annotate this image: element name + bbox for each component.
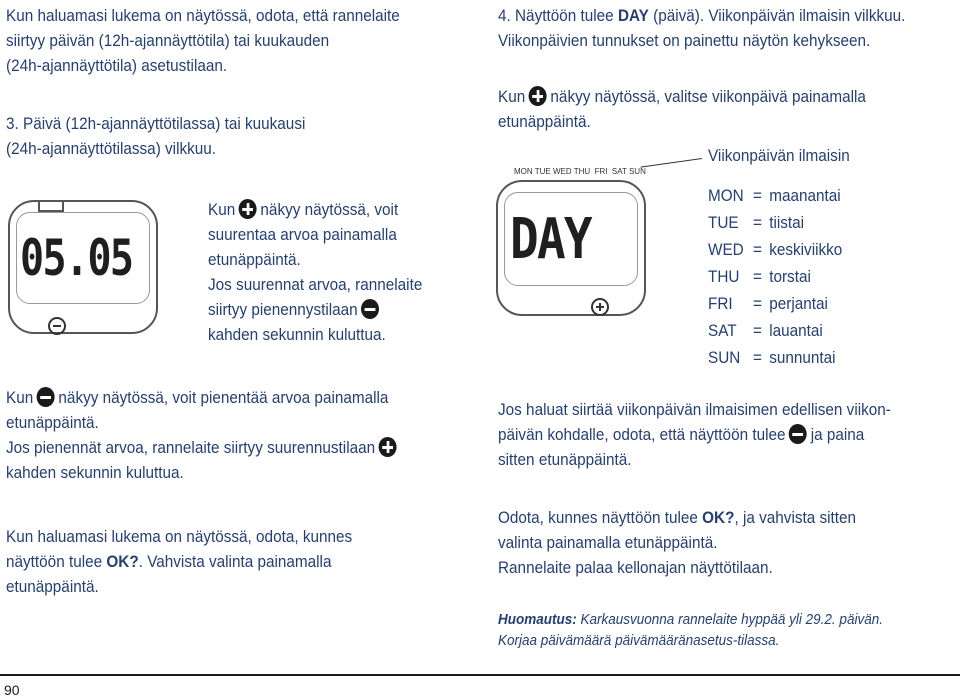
day-abbrev: TUE: [708, 213, 739, 232]
kun-text: Kun: [498, 87, 526, 106]
minus-icon: [789, 424, 807, 444]
kun-text: näkyy näytössä, valitse viikonpäivä painamalla: [550, 87, 866, 106]
intro-line: siirtyy päivän (12h-ajannäyttötila) tai kuukauden: [6, 31, 330, 50]
day-row: [708, 236, 842, 263]
watch-display-day: [496, 180, 646, 316]
day-eq: =: [753, 240, 762, 259]
watch-digits: 05.05: [20, 229, 133, 287]
plus-icon: [529, 86, 547, 106]
day-eq: =: [753, 321, 762, 340]
day-eq: =: [753, 294, 762, 313]
note: [498, 609, 883, 651]
ok-instructions-left: [6, 524, 352, 599]
day-name: tiistai: [769, 213, 805, 232]
step-4: [498, 3, 905, 53]
edel-text: ja paina: [810, 425, 865, 444]
ok-text: . Vahvista valinta painamalla: [138, 552, 332, 571]
note-label: Huomautus:: [498, 611, 577, 628]
ok-text: näyttöön tulee: [6, 552, 103, 571]
day-row: [708, 290, 842, 317]
minus-text: näkyy näytössä, voit pienentää arvoa painamalla: [58, 388, 389, 407]
day-name: lauantai: [769, 321, 823, 340]
ok-instructions-right: [498, 505, 856, 580]
intro-line: Kun haluamasi lukema on näytössä, odota, että rannelaite: [6, 6, 400, 25]
note-line: Korjaa päivämäärä päivämääränasetus-tilassa.: [498, 632, 780, 649]
day-name: torstai: [769, 267, 811, 286]
watch-day-labels: MON TUE WED THU FRI SAT SUN: [514, 167, 646, 176]
day-name: perjantai: [769, 294, 828, 313]
plus-select-instructions: [498, 84, 866, 134]
day-abbrev: THU: [708, 267, 740, 286]
kun-line: etunäppäintä.: [498, 112, 591, 131]
ok-line: Rannelaite palaa kellonajan näyttötilaan.: [498, 558, 773, 577]
step-4-line: Viikonpäivien tunnukset on painettu näytön kehykseen.: [498, 31, 871, 50]
plus-text: näkyy näytössä, voit: [260, 200, 399, 219]
intro-text: [6, 3, 400, 78]
plus-line: suurentaa arvoa painamalla: [208, 225, 397, 244]
step-4-bold: DAY: [617, 6, 649, 25]
ok-text: Odota, kunnes näyttöön tulee: [498, 508, 698, 527]
indicator-leader-line: [641, 158, 703, 168]
plus-icon: [379, 437, 397, 457]
day-row: [708, 182, 842, 209]
day-eq: =: [753, 348, 762, 367]
intro-line: (24h-ajannäyttötila) asetustilaan.: [6, 56, 228, 75]
plus-text: Kun: [208, 200, 236, 219]
kahden-text: kahden sekunnin kuluttua.: [208, 325, 386, 344]
day-abbrev: SUN: [708, 348, 741, 367]
previous-day-instructions: [498, 397, 891, 472]
day-abbrev: WED: [708, 240, 744, 259]
day-name: sunnuntai: [769, 348, 836, 367]
day-row: [708, 263, 842, 290]
day-row: [708, 209, 842, 236]
plus-icon: [239, 199, 257, 219]
day-eq: =: [753, 267, 762, 286]
edel-line: sitten etunäppäintä.: [498, 450, 632, 469]
day-abbreviation-list: [708, 182, 842, 371]
minus-instructions: [6, 385, 400, 485]
indicator-label: Viikonpäivän ilmaisin: [708, 146, 850, 165]
step-4-text: (päivä). Viikonpäivän ilmaisin vilkkuu.: [653, 6, 906, 25]
ok-bold: OK?: [702, 508, 735, 527]
plus-line: etunäppäintä.: [208, 250, 301, 269]
day-abbrev: SAT: [708, 321, 737, 340]
pien-text: siirtyy pienennystilaan: [208, 300, 358, 319]
watch-top-notch: [38, 200, 64, 212]
minus-icon: [37, 387, 55, 407]
step-3: [6, 111, 305, 161]
day-eq: =: [753, 213, 762, 232]
day-row: [708, 317, 842, 344]
step-3-line: 3. Päivä (12h-ajannäyttötilassa) tai kuukausi: [6, 114, 306, 133]
plus-icon: [591, 298, 609, 316]
minus-line: etunäppäintä.: [6, 413, 99, 432]
ok-bold: OK?: [106, 552, 139, 571]
minus-icon: [361, 299, 379, 319]
day-eq: =: [753, 186, 762, 205]
step-3-line: (24h-ajannäyttötilassa) vilkkuu.: [6, 139, 217, 158]
day-name: keskiviikko: [769, 240, 843, 259]
minus-text: Kun: [6, 388, 34, 407]
step-4-text: 4. Näyttöön tulee: [498, 6, 614, 25]
day-abbrev: MON: [708, 186, 744, 205]
day-abbrev: FRI: [708, 294, 733, 313]
ok-line: Kun haluamasi lukema on näytössä, odota, kunnes: [6, 527, 353, 546]
note-text: Karkausvuonna rannelaite hyppää yli 29.2. päivän.: [580, 611, 883, 628]
plus-instructions: [208, 197, 422, 347]
plus-line: Jos suurennat arvoa, rannelaite: [208, 275, 423, 294]
watch-display-date: [8, 200, 158, 334]
minus-icon: [48, 317, 66, 335]
kahden-text: kahden sekunnin kuluttua.: [6, 463, 184, 482]
day-name: maanantai: [769, 186, 841, 205]
suur-text: Jos pienennät arvoa, rannelaite siirtyy suurennustilaan: [6, 438, 376, 457]
edel-text: päivän kohdalle, odota, että näyttöön tulee: [498, 425, 786, 444]
watch-day-text: DAY: [510, 207, 591, 272]
footer-rule: [0, 674, 960, 676]
ok-text: , ja vahvista sitten: [734, 508, 857, 527]
page-number: 90: [4, 682, 20, 698]
day-row: [708, 344, 842, 371]
edel-line: Jos haluat siirtää viikonpäivän ilmaisimen edellisen viikon-: [498, 400, 891, 419]
ok-line: valinta painamalla etunäppäintä.: [498, 533, 718, 552]
ok-line: etunäppäintä.: [6, 577, 99, 596]
